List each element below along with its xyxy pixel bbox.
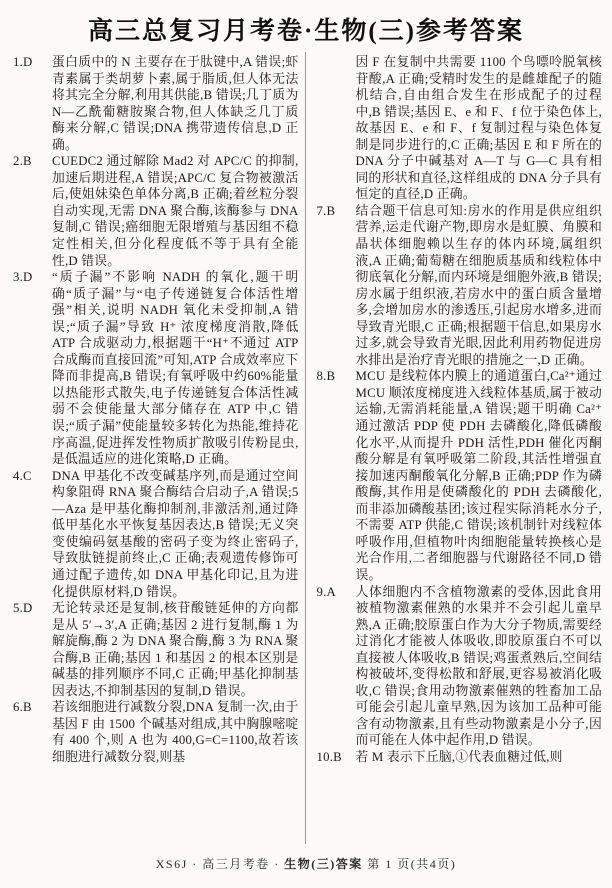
answer-number: 1.D [13, 55, 33, 69]
answer-text: 人体细胞内不含植物激素的受体,因此食用被植物激素催熟的水果并不会引起儿童早熟,A 正确;胶原蛋白作为大分子物质,需要经过消化才能被人体吸收,即胶原蛋白不可以直接被人体吸收,B 错误;鸡蛋煮熟后,空间结构被破坏,变得松散和舒展,更容易被消化吸收,C 错误;食用动物激素催熟的牲畜加工品可能会引起儿童早熟,因为该加工品种可能含有动物激素,且有些动物激素是小分子,因而可能在人体中起作用,D 错误。 [355, 584, 602, 748]
answer-item-6-continued [317, 54, 603, 203]
answer-number: 5.D [13, 601, 33, 616]
answer-text: 蛋白质中的 N 主要存在于肽键中,A 错误;虾青素属于类胡萝卜素,属于脂质,但人体无法将其完全分解,利用其供能,B 错误;几丁质为 N—乙酰葡糖胺聚合物,但人体缺乏几丁质酶来分解,C 错误;DNA 携带遗传信息,D 正确。 [52, 55, 299, 152]
page-title: 高三总复习月考卷·生物(三)参考答案 [88, 18, 524, 45]
answer-item-4 [13, 468, 299, 600]
answer-item-7 [317, 203, 603, 368]
answer-number: 2.B [13, 154, 32, 169]
column-divider-line [305, 52, 306, 844]
answer-text: 若 M 表示下丘脑,①代表血糖过低,则 [355, 749, 563, 764]
answer-text: 无论转录还是复制,核苷酸链延伸的方向都是从 5′→3′,A 正确;基因 2 进行复制,酶 1 为解旋酶,酶 2 为 DNA 聚合酶,酶 3 为 RNA 聚合酶,B 正确;基因 1 和基因 2 的根本区别是碱基的排列顺序不同,C 正确;甲基化抑制基因表达,不抑制基因的复制,D 错误。 [52, 601, 299, 698]
right-column [317, 54, 603, 766]
answer-number: 3.D [13, 270, 33, 285]
left-column [13, 54, 299, 766]
answer-item-9 [317, 584, 603, 749]
answer-columns [0, 47, 612, 766]
answer-item-6 [13, 699, 299, 765]
answer-item-1 [13, 54, 299, 153]
answer-number: 10.B [316, 749, 342, 764]
answer-item-10 [317, 749, 603, 766]
footer-paper-name: 生物(三)答案 [284, 857, 363, 871]
answer-number: 6.B [13, 700, 32, 715]
answer-number: 4.C [13, 468, 32, 483]
answer-text: DNA 甲基化不改变碱基序列,而是通过空间构象阻碍 RNA 聚合酶结合启动子,A 错误;5—Aza 是甲基化酶抑制剂,非激活剂,通过降低甲基化水平恢复基因表达,B 错误;无义突变使编码氨基酸的密码子变为终止密码子,导致肽链提前终止,C 正确;表观遗传修饰可通过配子遗传,如 DNA 甲基化印记,且为进化提供原材料,D 错误。 [52, 468, 299, 599]
page-footer [0, 855, 612, 872]
answer-text: 因 F 在复制中共需要 1100 个鸟嘌呤脱氧核苷酸,A 正确;受精时发生的是雌雄配子的随机结合,自由组合发生在形成配子的过程中,B 错误;基因 E、e 和 F、f 位于染色体上,故基因 E、e 和 F、f 复制过程与染色体复制是同步进行的,C 正确;基因 E 和 F 所在的 DNA 分子中碱基对 A—T 与 G—C 具有相同的形状和直径,这样组成的 DNA 分子具有恒定的直径,D 正确。 [355, 55, 602, 202]
answer-text: 结合题干信息可知:房水的作用是供应组织营养,运走代谢产物,即房水是虹膜、角膜和晶状体细胞赖以生存的体内环境,属组织液,A 正确;葡萄糖在细胞质基质和线粒体中彻底氧化分解,而内环境是细胞外液,B 错误;房水属于组织液,若房水中的蛋白质含量增多,会增加房水的渗透压,引起房水增多,进而导致青光眼,C 正确;根据题干信息,如果房水过多,就会导致青光眼,因此利用药物促进房水排出是治疗青光眼的措施之一,D 正确。 [355, 203, 602, 367]
answer-number: 8.B [316, 369, 336, 384]
answer-text: “质子漏”不影响 NADH 的氧化,题干明确“质子漏”与“电子传递链复合体活性增强”相关,说明 NADH 氧化未受抑制,A 错误;“质子漏”导致 H⁺ 浓度梯度消散,降低 ATP 合成驱动力,根据题干“H⁺不通过 ATP 合成酶而直接回流”可知,ATP 合成效率应下降而非提高,B 错误;有氧呼吸中约60%能量以热能形式散失,电子传递链复合体活性减弱不会使能量大部分储存在 ATP 中,C 错误;“质子漏”使能量较多转化为热能,维持花序高温,促进挥发性物质扩散吸引传粉昆虫,是低温适应的进化策略,D 正确。 [52, 270, 299, 467]
footer-page-number: 第 1 页(共4页) [362, 857, 457, 871]
answer-item-2 [13, 153, 299, 269]
answer-text: CUEDC2 通过解除 Mad2 对 APC/C 的抑制,加速后期进程,A 错误;APC/C 复合物被激活后,使姐妹染色单体分离,B 正确;着丝粒分裂自动实现,无需 DNA 聚合酶,该酶参与 DNA 复制,C 错误;癌细胞无限增殖与基因组不稳定性相关,但分化程度低不等于具有全能性,D 错误。 [52, 154, 299, 268]
answer-number: 9.A [316, 584, 336, 599]
answer-text: 若该细胞进行减数分裂,DNA 复制一次,由于基因 F 由 1500 个碱基对组成,其中胸腺嘧啶有 400 个,则 A 也为 400,G=C=1100,故若该细胞进行减数分裂,则基 [52, 700, 299, 764]
footer-prefix: XS6J · 高三月考卷 · [155, 857, 285, 871]
answer-number: 7.B [316, 203, 336, 218]
answer-item-8 [317, 368, 603, 583]
answer-item-3 [13, 269, 299, 468]
answer-item-5 [13, 600, 299, 699]
answer-text: MCU 是线粒体内膜上的通道蛋白,Ca²⁺通过 MCU 顺浓度梯度进入线粒体基质,属于被动运输,无需消耗能量,A 错误;题干明确 Ca²⁺ 通过激活 PDP 使 PDH 去磷酸化,降低磷酸化水平,从而提升 PDH 活性,PDH 催化丙酮酸分解是有氧呼吸第二阶段,其活性增强直接加速丙酮酸氧化分解,B 正确;PDP 作为磷酸酶,其作用是使磷酸化的 PDH 去磷酸化,而非添加磷酸基团;该过程实际消耗水分子,不需要 ATP 供能,C 错误;该机制针对线粒体呼吸作用,但植物叶肉细胞能量转换核心是光合作用,二者细胞器与代谢路径不同,D 错误。 [355, 369, 602, 582]
